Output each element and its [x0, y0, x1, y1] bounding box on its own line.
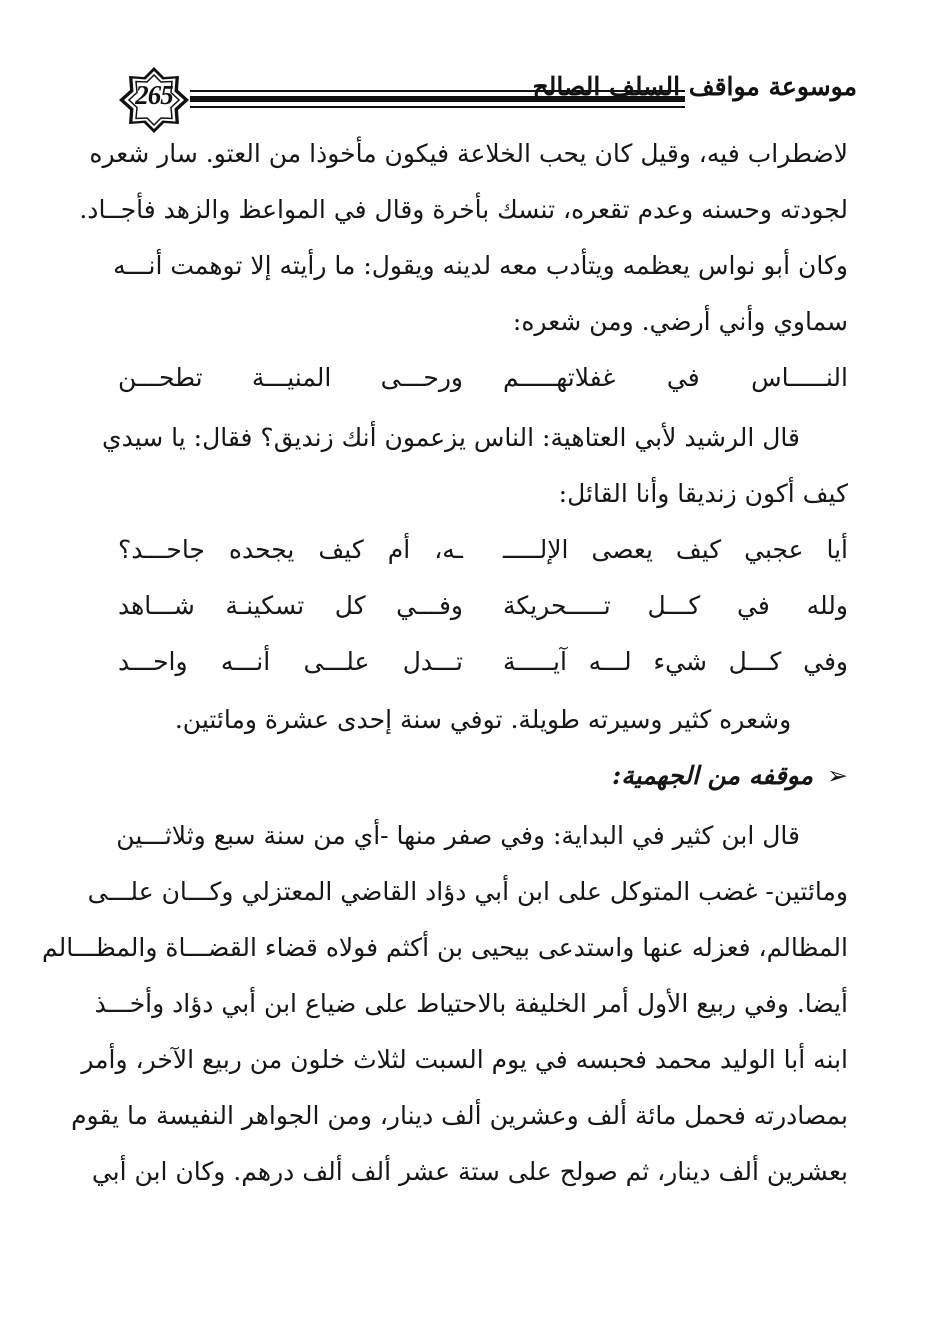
body-line: ومائتين- غضب المتوكل على ابن أبي دؤاد القاضي المعتزلي وكـــان علـــى [87, 877, 848, 906]
body-line: قال الرشيد لأبي العتاهية: الناس يزعمون أنك زنديق؟ فقال: يا سيدي [102, 423, 800, 452]
body-line: قال ابن كثير في البداية: وفي صفر منها -أي من سنة سبع وثلاثـــين [116, 821, 800, 850]
body-line: بمصادرته فحمل مائة ألف وعشرين ألف دينار، ومن الجواهر النفيسة ما يقوم [71, 1101, 848, 1130]
verse-first-hemistich: ولله في كـــل تـــــحريكة [503, 591, 848, 620]
verse-first-hemistich: النـــــاس في غفلاتهـــــم [503, 363, 848, 392]
verse-second-hemistich: وفـــي كل تسكينـة شـــاهد [118, 591, 463, 620]
body-line: وكان أبو نواس يعظمه ويتأدب معه لدينه ويقول: ما رأيته إلا توهمت أنـــه [113, 251, 848, 280]
page-number-badge [118, 66, 190, 134]
body-line: بعشرين ألف دينار، ثم صولح على ستة عشر ألف ألف درهم. وكان ابن أبي [91, 1157, 848, 1186]
section-heading-text: موقفه من الجهمية: [612, 761, 814, 790]
body-line: لجودته وحسنه وعدم تقعره، تنسك بأخرة وقال في المواعظ والزهد فأجــاد. [79, 195, 848, 224]
body-line: المظالم، فعزله عنها واستدعى بيحيى بن أكثم فولاه قضاء القضـــاة والمظـــالم [41, 933, 848, 962]
verse-second-hemistich: ورحـــى المنيـــة تطحـــن [118, 363, 463, 392]
body-line: سماوي وأني أرضي. ومن شعره: [512, 307, 848, 336]
body-line: أيضا. وفي ربيع الأول أمر الخليفة بالاحتياط على ضياع ابن أبي دؤاد وأخـــذ [94, 989, 848, 1018]
poem-verse [118, 634, 848, 690]
poem-verse [118, 522, 848, 578]
poem-verse [118, 350, 848, 406]
verse-first-hemistich: وفي كـــل شيء لـــه آيـــــة [503, 647, 848, 676]
arrow-bullet-icon: ➢ [827, 761, 848, 790]
body-line: لاضطراب فيه، وقيل كان يحب الخلاعة فيكون مأخوذا من العتو. سار شعره [89, 139, 848, 168]
body-line: وشعره كثير وسيرته طويلة. توفي سنة إحدى عشرة ومائتين. [174, 705, 792, 734]
book-title: موسوعة مواقف السلف الصالح [532, 72, 857, 101]
page-header [112, 66, 857, 134]
body-line: كيف أكون زنديقا وأنا القائل: [558, 479, 848, 508]
page-number: 265 [135, 80, 173, 110]
poem-verse [118, 578, 848, 634]
verse-first-hemistich: أيا عجبي كيف يعصى الإلـــــ [503, 535, 848, 564]
section-heading [612, 748, 848, 804]
body-line: ابنه أبا الوليد محمد فحبسه في يوم السبت لثلاث خلون من ربيع الآخر، وأمر [81, 1045, 848, 1074]
verse-second-hemistich: تـــدل علـــى أنـــه واحـــد [118, 647, 463, 676]
verse-second-hemistich: ـه، أم كيف يجحده جاحـــد؟ [118, 535, 463, 564]
